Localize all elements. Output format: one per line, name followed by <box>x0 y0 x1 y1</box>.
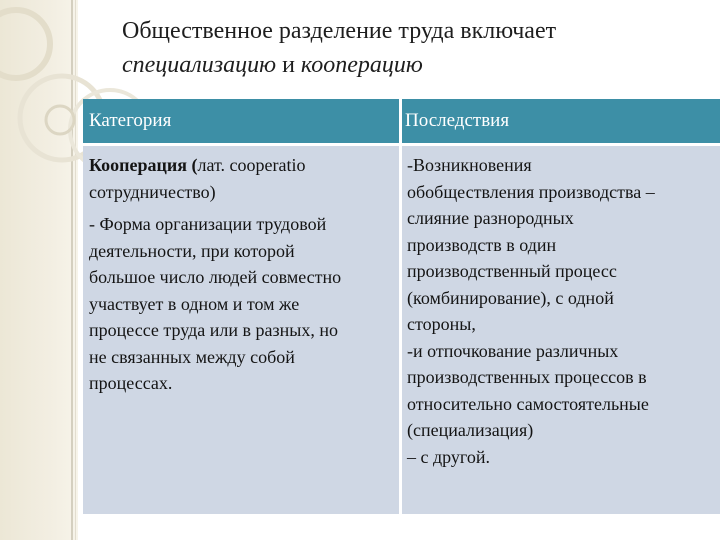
cell-consequences <box>407 152 717 470</box>
term-paren: ( <box>187 155 198 175</box>
definition-line: деятельности, при которой <box>89 240 295 261</box>
cell-category <box>89 152 394 397</box>
consequence-line: производственный процесс <box>407 261 617 281</box>
consequence-line: стороны, <box>407 314 476 334</box>
consequence-line: производств в один <box>407 234 557 255</box>
title-italic-specialization: специализацию <box>122 52 277 78</box>
comparison-table <box>83 99 720 514</box>
definition-block <box>89 211 394 397</box>
term-latin: лат. cooperatio <box>197 155 306 175</box>
consequence-line: относительно самостоятельные <box>407 393 649 414</box>
definition-line: процессе труда или в разных, но <box>89 320 338 340</box>
consequence-line: производственных процессов в <box>407 367 647 387</box>
consequence-line: обобществления производства – <box>407 181 655 202</box>
definition-line: не связанных между собой <box>89 346 295 367</box>
consequence-line: – с другой. <box>407 446 490 467</box>
consequence-line: -и отпочкование различных <box>407 340 619 361</box>
title-line-2 <box>122 48 702 82</box>
term-line <box>89 152 394 179</box>
consequence-line: (комбинирование), с одной <box>407 287 614 308</box>
definition-line: большое число людей совместно <box>89 267 342 287</box>
definition-line: участвует в одном и том же <box>89 293 300 314</box>
header-category: Категория <box>89 110 172 131</box>
title-italic-cooperation: кооперацию <box>300 52 423 78</box>
consequence-line: слияние разнородных <box>407 208 574 228</box>
term-bold: Кооперация <box>89 155 188 175</box>
column-divider <box>399 99 402 514</box>
consequence-line: -Возникновения <box>407 155 532 175</box>
header-consequences: Последствия <box>405 110 510 131</box>
term-translation: сотрудничество) <box>89 181 216 202</box>
consequence-line: (специализация) <box>407 420 534 440</box>
title-conjunction: и <box>276 52 301 78</box>
page-title <box>122 14 702 82</box>
title-line-1: Общественное разделение труда включает <box>122 18 557 44</box>
definition-line: процессах. <box>89 373 173 393</box>
definition-line: - Форма организации трудовой <box>89 214 327 234</box>
